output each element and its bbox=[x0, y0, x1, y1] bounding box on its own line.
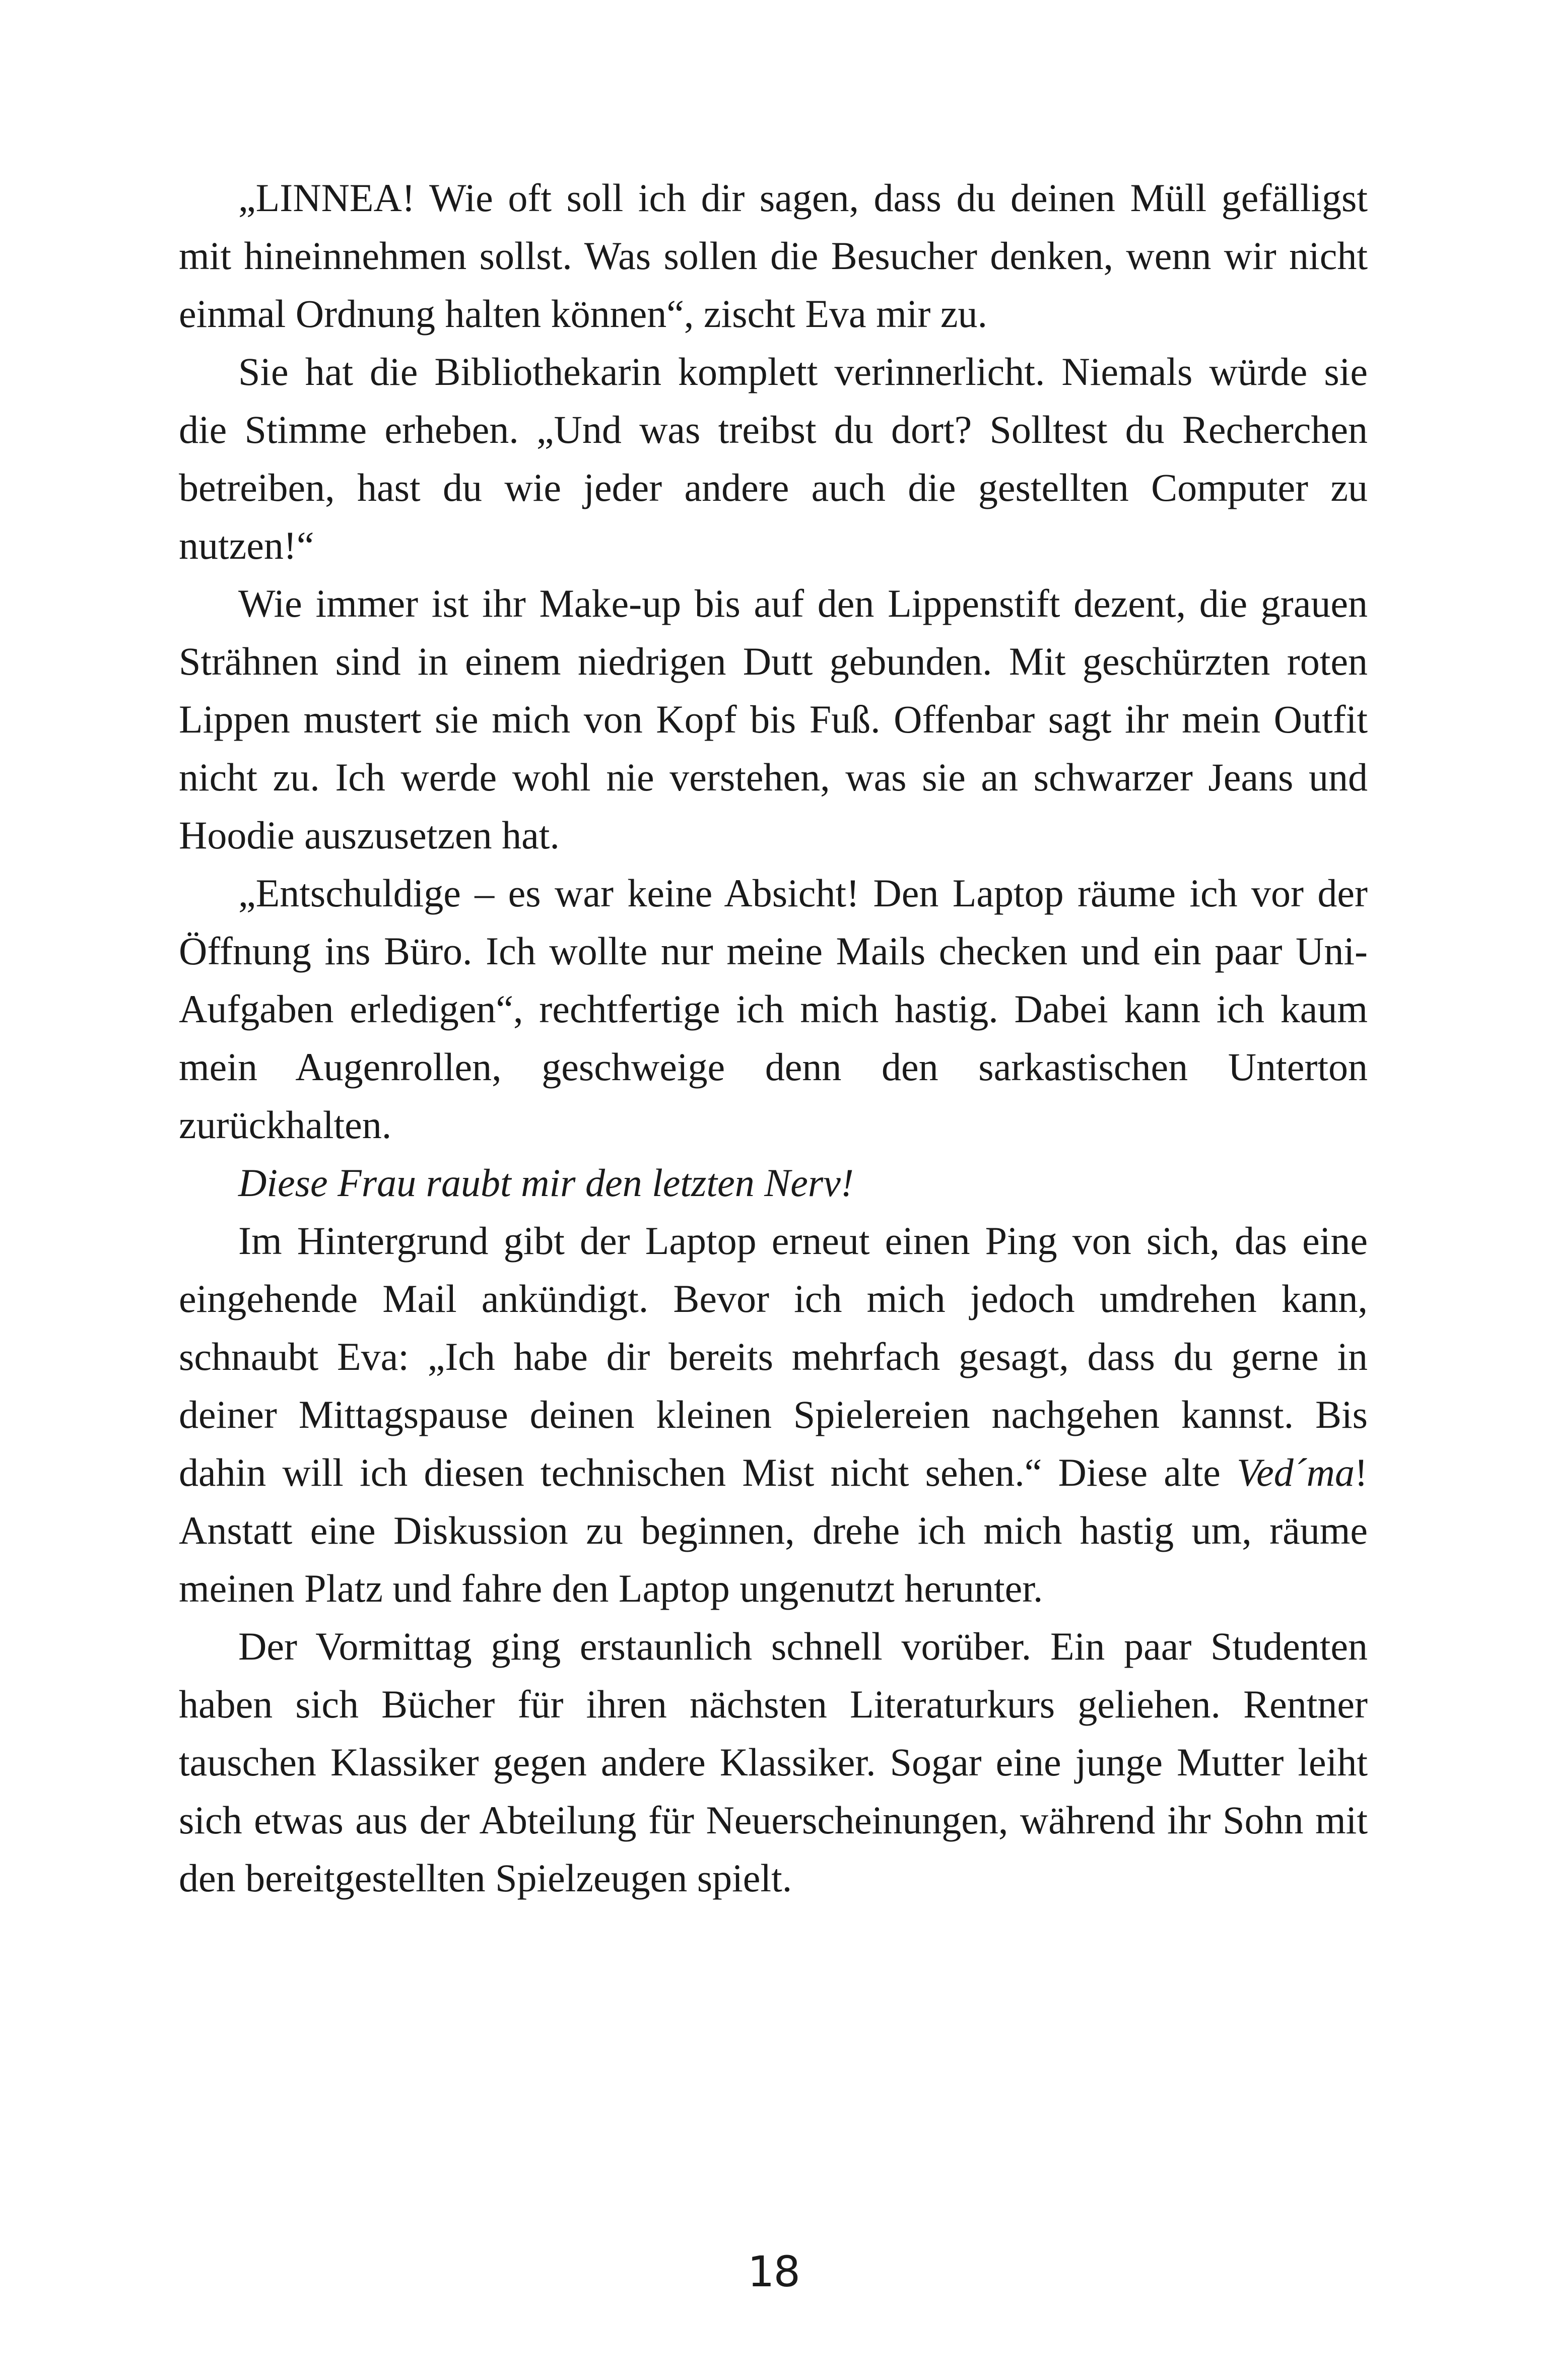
paragraph bbox=[179, 169, 1368, 343]
paragraph bbox=[179, 1617, 1368, 1907]
paragraph bbox=[179, 1212, 1368, 1617]
paragraph bbox=[179, 574, 1368, 864]
paragraph-text: Wie immer ist ihr Make-up bis auf den Lippenstift dezent, die grauen Strähnen sind in einem niedrigen Dutt gebunden. Mit geschürzten roten Lippen mustert sie mich von Kopf bis Fuß. Offenbar sagt ihr mein Outfit nicht zu. Ich werde wohl nie verstehen, was sie an schwarzer Jeans und Hoodie auszusetzen hat. bbox=[179, 581, 1368, 857]
paragraph-text: Der Vormittag ging erstaunlich schnell vorüber. Ein paar Studenten haben sich Bücher für ihren nächsten Literaturkurs geliehen. Rentner tauschen Klassiker gegen andere Klassiker. Sogar eine junge Mutter leiht sich etwas aus der Abteilung für Neuerscheinungen, während ihr Sohn mit den bereitgestellten Spielzeugen spielt. bbox=[179, 1624, 1368, 1900]
body-text bbox=[179, 169, 1368, 1907]
paragraph-text: ! Anstatt eine Diskussion zu beginnen, drehe ich mich hastig um, räume meinen Platz und fahre den Laptop ungenutzt herunter. bbox=[179, 1450, 1368, 1610]
paragraph-italic-thought bbox=[179, 1154, 1368, 1212]
paragraph-text: Im Hintergrund gibt der Laptop erneut einen Ping von sich, das eine eingehende Mail ankündigt. Bevor ich mich jedoch umdrehen kann, schnaubt Eva: „Ich habe dir bereits mehrfach gesagt, dass du gerne in deiner Mittagspause deinen kleinen Spielereien nachgehen kannst. Bis dahin will ich diesen technischen Mist nicht sehen.“ Diese alte bbox=[179, 1219, 1368, 1494]
italic-text: Ved´ma bbox=[1237, 1450, 1355, 1494]
paragraph-text: Sie hat die Bibliothekarin komplett verinnerlicht. Niemals würde sie die Stimme erheben. „Und was treibst du dort? Solltest du Recherchen betreiben, hast du wie jeder andere auch die gestellten Computer zu nutzen!“ bbox=[179, 350, 1368, 567]
paragraph bbox=[179, 864, 1368, 1154]
paragraph bbox=[179, 343, 1368, 574]
paragraph-text: „LINNEA! Wie oft soll ich dir sagen, dass du deinen Müll gefälligst mit hineinnehmen sollst. Was sollen die Besucher denken, wenn wir nicht einmal Ordnung halten können“, zischt Eva mir zu. bbox=[179, 176, 1368, 336]
italic-text: Diese Frau raubt mir den letzten Nerv! bbox=[238, 1161, 854, 1205]
paragraph-text: „Entschuldige – es war keine Absicht! Den Laptop räume ich vor der Öffnung ins Büro. Ich wollte nur meine Mails checken und ein paar Uni-Aufgaben erledigen“, rechtfertige ich mich hastig. Dabei kann ich kaum mein Augenrollen, geschweige denn den sarkastischen Unterton zurückhalten. bbox=[179, 871, 1368, 1147]
page-number: 18 bbox=[748, 2247, 799, 2296]
